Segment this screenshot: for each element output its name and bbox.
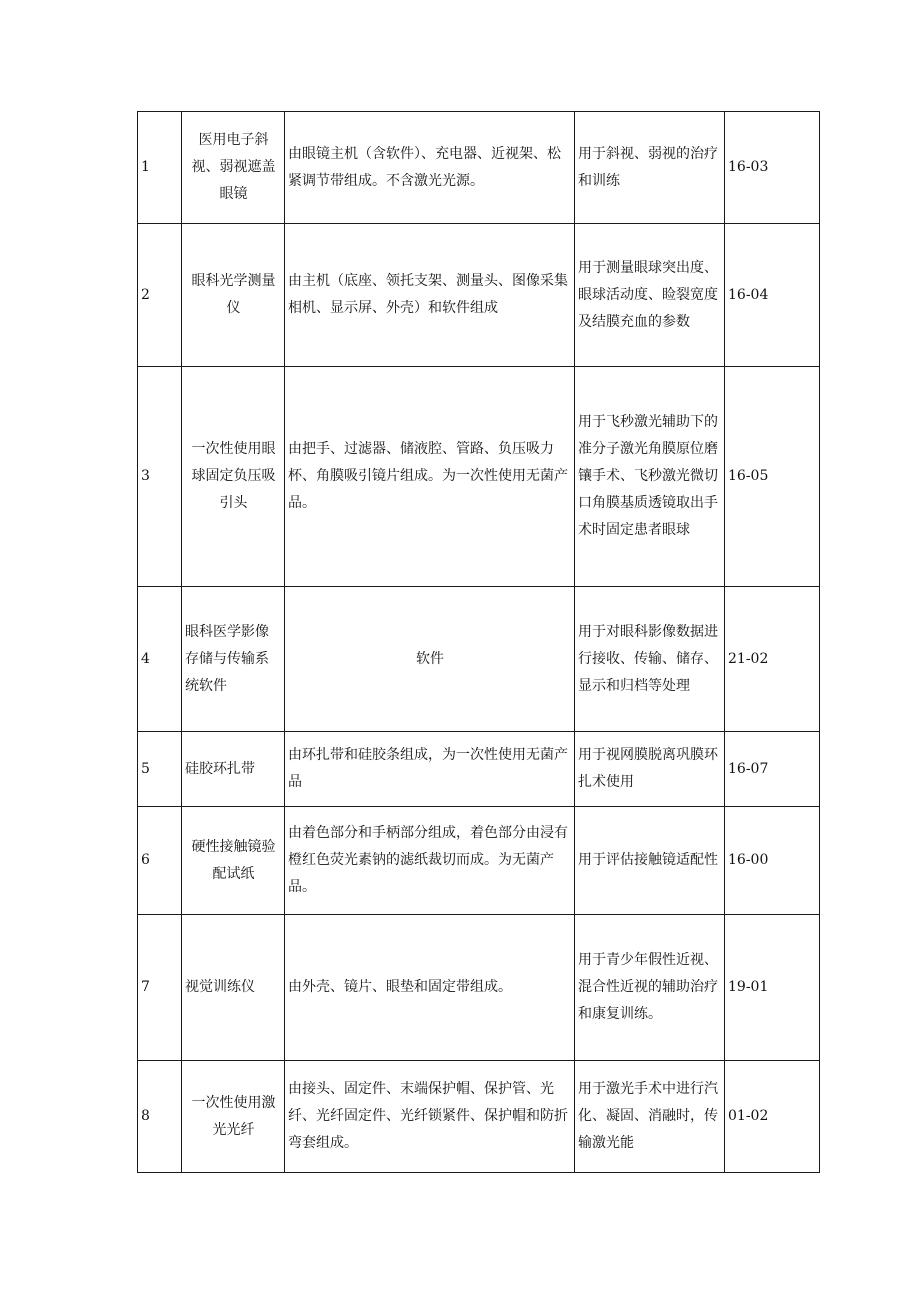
product-composition: 由把手、过滤器、储液腔、管路、负压吸力杯、角膜吸引镜片组成。为一次性使用无菌产品。 bbox=[285, 367, 575, 587]
intended-use: 用于对眼科影像数据进行接收、传输、储存、显示和归档等处理 bbox=[575, 587, 725, 732]
product-name: 硅胶环扎带 bbox=[182, 732, 285, 807]
product-composition: 由着色部分和手柄部分组成，着色部分由浸有橙红色荧光素钠的滤纸裁切而成。为无菌产品。 bbox=[285, 807, 575, 915]
category-code: 19-01 bbox=[725, 915, 820, 1061]
table-row bbox=[138, 732, 820, 807]
row-number: 4 bbox=[138, 587, 182, 732]
table-row bbox=[138, 915, 820, 1061]
product-name: 眼科光学测量仪 bbox=[182, 224, 285, 367]
product-name: 一次性使用激光光纤 bbox=[182, 1061, 285, 1173]
product-composition: 由眼镜主机（含软件）、充电器、近视架、松紧调节带组成。不含激光光源。 bbox=[285, 112, 575, 224]
table-row bbox=[138, 1061, 820, 1173]
row-number: 8 bbox=[138, 1061, 182, 1173]
category-code: 16-07 bbox=[725, 732, 820, 807]
intended-use: 用于评估接触镜适配性 bbox=[575, 807, 725, 915]
intended-use: 用于激光手术中进行汽化、凝固、消融时，传输激光能 bbox=[575, 1061, 725, 1173]
table-row bbox=[138, 367, 820, 587]
category-code: 21-02 bbox=[725, 587, 820, 732]
intended-use: 用于青少年假性近视、混合性近视的辅助治疗和康复训练。 bbox=[575, 915, 725, 1061]
product-name: 眼科医学影像存储与传输系统软件 bbox=[182, 587, 285, 732]
device-table bbox=[137, 111, 820, 1173]
product-composition: 由外壳、镜片、眼垫和固定带组成。 bbox=[285, 915, 575, 1061]
category-code: 16-03 bbox=[725, 112, 820, 224]
product-name: 一次性使用眼球固定负压吸引头 bbox=[182, 367, 285, 587]
intended-use: 用于测量眼球突出度、眼球活动度、睑裂宽度及结膜充血的参数 bbox=[575, 224, 725, 367]
table-row bbox=[138, 224, 820, 367]
intended-use: 用于飞秒激光辅助下的准分子激光角膜原位磨镶手术、飞秒激光微切口角膜基质透镜取出手术时固定患者眼球 bbox=[575, 367, 725, 587]
row-number: 7 bbox=[138, 915, 182, 1061]
table-row bbox=[138, 587, 820, 732]
product-name: 视觉训练仪 bbox=[182, 915, 285, 1061]
category-code: 16-05 bbox=[725, 367, 820, 587]
row-number: 2 bbox=[138, 224, 182, 367]
category-code: 01-02 bbox=[725, 1061, 820, 1173]
intended-use: 用于视网膜脱离巩膜环扎术使用 bbox=[575, 732, 725, 807]
intended-use: 用于斜视、弱视的治疗和训练 bbox=[575, 112, 725, 224]
category-code: 16-04 bbox=[725, 224, 820, 367]
product-composition: 由主机（底座、领托支架、测量头、图像采集相机、显示屏、外壳）和软件组成 bbox=[285, 224, 575, 367]
product-composition: 由接头、固定件、末端保护帽、保护管、光纤、光纤固定件、光纤锁紧件、保护帽和防折弯套组成。 bbox=[285, 1061, 575, 1173]
product-composition: 由环扎带和硅胶条组成，为一次性使用无菌产品 bbox=[285, 732, 575, 807]
row-number: 5 bbox=[138, 732, 182, 807]
category-code: 16-00 bbox=[725, 807, 820, 915]
product-composition: 软件 bbox=[285, 587, 575, 732]
row-number: 1 bbox=[138, 112, 182, 224]
table-row bbox=[138, 807, 820, 915]
row-number: 3 bbox=[138, 367, 182, 587]
row-number: 6 bbox=[138, 807, 182, 915]
product-name: 医用电子斜视、弱视遮盖眼镜 bbox=[182, 112, 285, 224]
product-name: 硬性接触镜验配试纸 bbox=[182, 807, 285, 915]
table-row bbox=[138, 112, 820, 224]
